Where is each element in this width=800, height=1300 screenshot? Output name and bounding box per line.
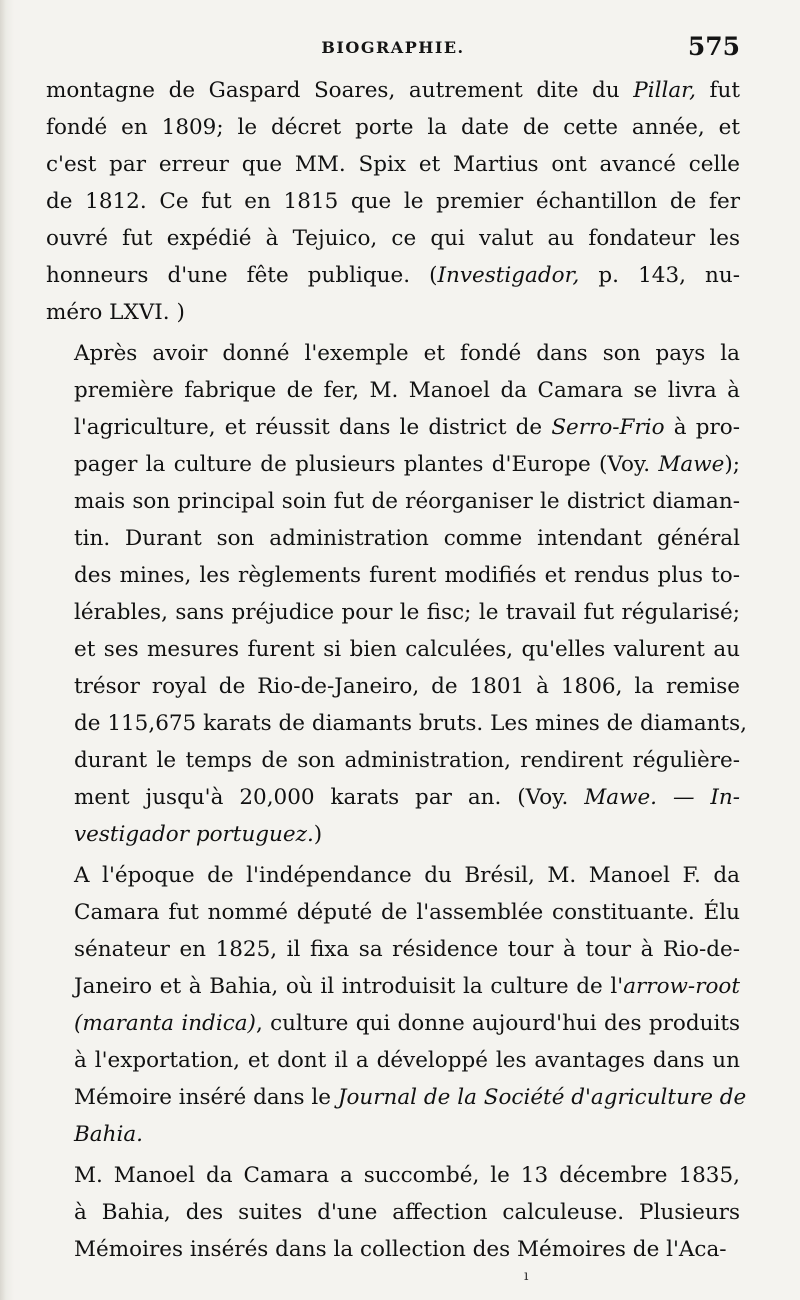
text-segment: à Bahia, des suites d'une affection calculeuse. Plusieurs <box>74 1200 740 1225</box>
text-segment: durant le temps de son administration, rendirent régulière- <box>74 748 740 773</box>
text-segment: ); <box>724 452 740 477</box>
text-segment: de 1812. Ce fut en 1815 que le premier échantillon de fer <box>46 189 740 214</box>
text-segment: à pro- <box>664 415 740 440</box>
text-line <box>46 1042 740 1079</box>
text-line <box>46 594 740 631</box>
text-segment: sénateur en 1825, il fixa sa résidence tour à tour à Rio-de- <box>74 937 740 962</box>
text-segment: ouvré fut expédié à Tejuico, ce qui valut au fondateur les <box>46 226 740 251</box>
text-line <box>46 1116 740 1153</box>
page-number: 575 <box>687 32 740 61</box>
text-segment: mais son principal soin fut de réorganiser le district diaman- <box>74 489 740 514</box>
paragraph-p1 <box>46 72 740 331</box>
text-line <box>46 668 740 705</box>
text-line <box>46 183 740 220</box>
italic-text: Mawe. — In- <box>584 785 740 810</box>
text-line <box>46 409 740 446</box>
text-segment: c'est par erreur que MM. Spix et Martius ont avancé celle <box>46 152 740 177</box>
text-line <box>46 931 740 968</box>
paragraph-p2 <box>46 335 747 853</box>
text-line <box>46 109 740 146</box>
running-title: BIOGRAPHIE. <box>321 38 465 57</box>
text-line <box>46 557 740 594</box>
text-line <box>46 335 740 372</box>
text-segment: l'agriculture, et réussit dans le district de <box>74 415 552 440</box>
text-segment: ment jusqu'à 20,000 karats par an. (Voy. <box>74 785 585 810</box>
text-segment: tin. Durant son administration comme intendant général <box>74 526 740 551</box>
text-line <box>46 894 740 931</box>
text-line <box>46 968 740 1005</box>
italic-text: Bahia. <box>74 1122 143 1147</box>
text-line <box>46 1231 740 1268</box>
text-line <box>46 294 740 331</box>
text-segment: montagne de Gaspard Soares, autrement dite du <box>46 78 634 103</box>
text-segment: lérables, sans préjudice pour le fisc; le travail fut régularisé; <box>74 600 740 625</box>
paragraph-p4 <box>46 1157 740 1268</box>
italic-text: arrow-root <box>623 974 740 999</box>
text-line <box>46 372 740 409</box>
text-line <box>46 857 740 894</box>
text-line <box>46 742 740 779</box>
text-line <box>46 1005 740 1042</box>
text-line <box>46 705 747 742</box>
text-segment: à l'exportation, et dont il a développé les avantages dans un <box>74 1048 740 1073</box>
italic-text: (maranta indica) <box>74 1011 256 1036</box>
footer-mark: ı <box>524 1268 529 1284</box>
text-line <box>46 146 740 183</box>
italic-text: Investigador, <box>437 263 580 288</box>
text-segment: Mémoire inséré dans le <box>74 1085 338 1110</box>
text-segment: Janeiro et à Bahia, où il introduisit la culture de l' <box>74 974 624 999</box>
italic-text: Serro-Frio <box>551 415 665 440</box>
text-line <box>46 446 740 483</box>
text-segment: fondé en 1809; le décret porte la date de cette année, et <box>46 115 740 140</box>
text-segment: Après avoir donné l'exemple et fondé dans son pays la <box>74 341 740 366</box>
italic-text: vestigador portuguez. <box>74 822 314 847</box>
text-line <box>46 220 740 257</box>
text-segment: méro LXVI. ) <box>46 300 185 325</box>
text-segment: fut <box>695 78 740 103</box>
text-segment: , culture qui donne aujourd'hui des produits <box>255 1011 740 1036</box>
body-text <box>46 72 747 1268</box>
running-head <box>46 32 740 66</box>
text-segment: ) <box>313 822 323 847</box>
paragraph-p3 <box>46 857 747 1153</box>
text-segment: pager la culture de plusieurs plantes d'Europe (Voy. <box>74 452 659 477</box>
italic-text: Mawe <box>658 452 725 477</box>
text-segment: des mines, les règlements furent modifiés et rendus plus to- <box>74 563 740 588</box>
text-line <box>46 1194 740 1231</box>
text-segment: trésor royal de Rio-de-Janeiro, de 1801 à 1806, la remise <box>74 674 740 699</box>
text-line <box>46 816 740 853</box>
text-line <box>46 631 740 668</box>
text-segment: et ses mesures furent si bien calculées, qu'elles valurent au <box>74 637 740 662</box>
text-segment: de 115,675 karats de diamants bruts. Les mines de diamants, <box>74 711 747 736</box>
text-line <box>46 72 740 109</box>
text-segment: A l'époque de l'indépendance du Brésil, M. Manoel F. da <box>74 863 740 888</box>
italic-text: Journal de la Société d'agriculture de <box>337 1085 747 1110</box>
text-segment: honneurs d'une fête publique. ( <box>46 263 438 288</box>
text-line <box>46 483 740 520</box>
text-segment: M. Manoel da Camara a succombé, le 13 décembre 1835, <box>74 1163 740 1188</box>
text-line <box>46 520 740 557</box>
text-line <box>46 779 740 816</box>
text-segment: Camara fut nommé député de l'assemblée constituante. Élu <box>74 900 740 925</box>
text-segment: Mémoires insérés dans la collection des Mémoires de l'Aca- <box>74 1237 727 1262</box>
italic-text: Pillar, <box>633 78 696 103</box>
text-segment: p. 143, nu- <box>579 263 740 288</box>
text-line <box>46 1079 747 1116</box>
text-line <box>46 257 740 294</box>
text-segment: première fabrique de fer, M. Manoel da Camara se livra à <box>74 378 740 403</box>
text-line <box>46 1157 740 1194</box>
